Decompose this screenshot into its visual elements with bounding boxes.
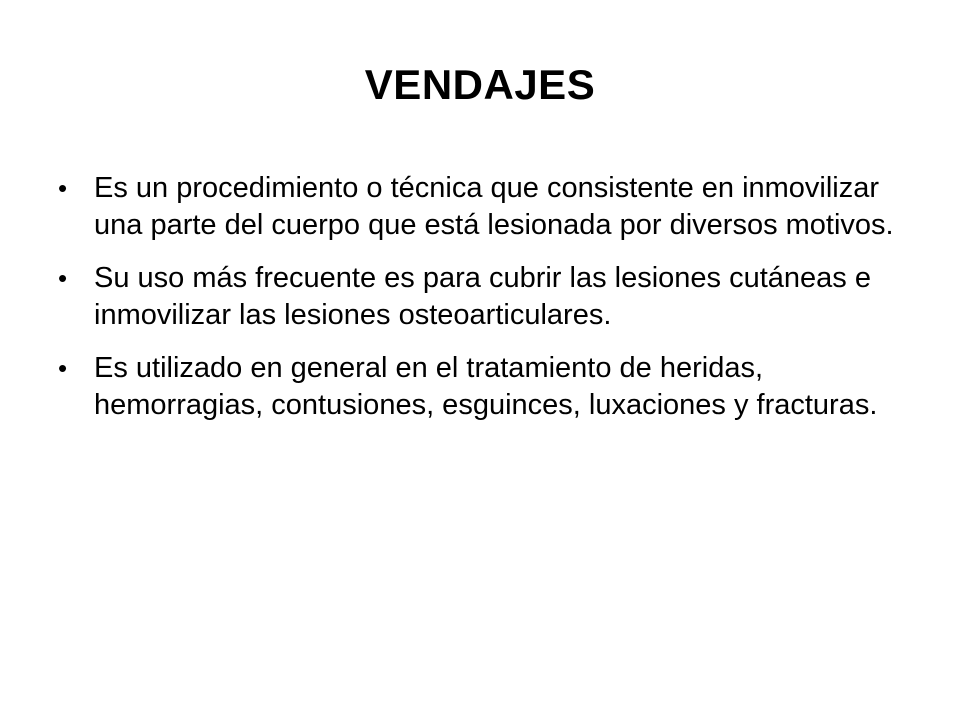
slide-title: VENDAJES <box>364 61 596 108</box>
bullet-text: Es un procedimiento o técnica que consistente en inmovilizar una parte del cuerpo que está lesionada por diversos motivos. <box>94 172 894 241</box>
bullet-marker: • <box>58 173 68 203</box>
bullet-item <box>58 260 918 334</box>
bullet-marker: • <box>58 263 68 293</box>
bullet-marker: • <box>58 353 68 383</box>
bullet-text: Es utilizado en general en el tratamiento de heridas, hemorragias, contusiones, esguinces, luxaciones y fracturas. <box>94 352 878 421</box>
bullet-list <box>58 170 918 440</box>
bullet-item <box>58 170 918 244</box>
bullet-item <box>58 350 918 424</box>
bullet-text: Su uso más frecuente es para cubrir las lesiones cutáneas e inmovilizar las lesiones osteoarticulares. <box>94 262 871 331</box>
